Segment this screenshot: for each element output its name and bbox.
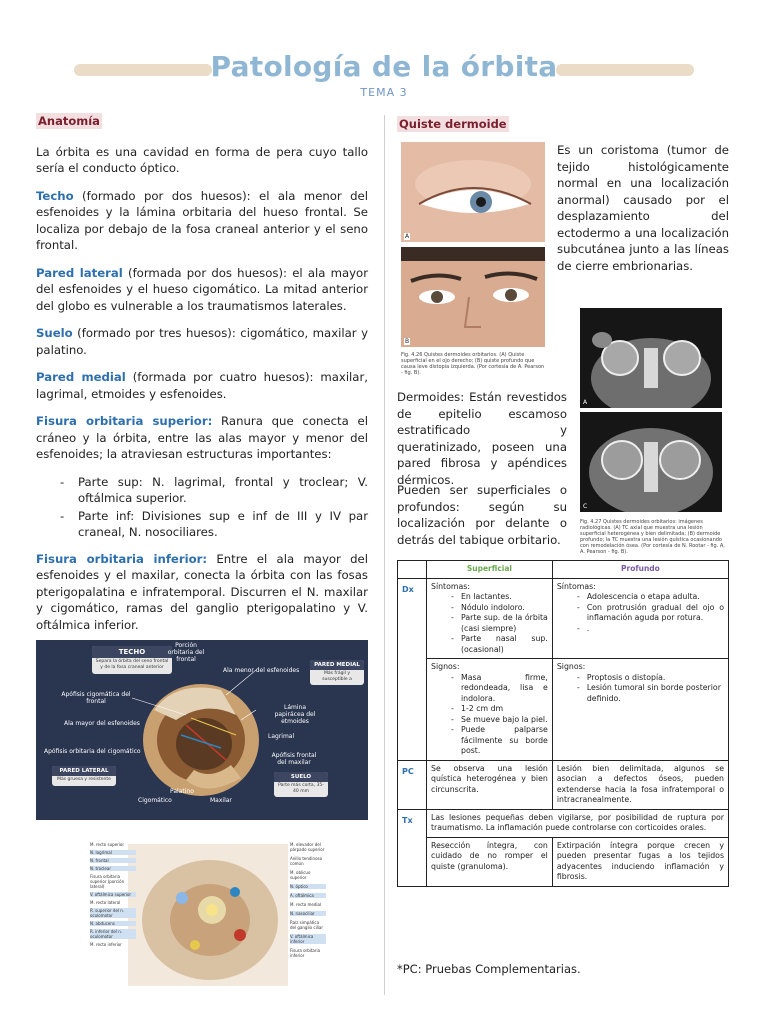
row-header-dx: Dx <box>398 578 427 760</box>
apex-label: N. troclear <box>90 866 136 871</box>
dermoid-comparison-table <box>397 560 729 887</box>
column-divider <box>384 115 385 995</box>
suelo-box-text: Parte más corta, 35-40 mm <box>278 783 324 794</box>
list-item: - Se mueve bajo la piel. <box>451 715 548 726</box>
label-signos: Signos: <box>431 662 460 671</box>
page-title: Patología de la órbita <box>210 50 558 83</box>
label-porcion-orbitaria: Porción orbitaria del frontal <box>167 642 205 663</box>
pared-medial-box <box>310 660 364 685</box>
figure-caption-4-26: Fig. 4.26 Quistes dermoides orbitarios. (A) Quiste superficial en el ojo derecho; (B) quiste profundo que causa leve distopia izquierda. (Por cortesía de A. Pearson - fig. B). <box>401 352 545 376</box>
label-lagrimal: Lagrimal <box>268 733 295 740</box>
fisura-inferior-paragraph <box>36 551 368 634</box>
dermoides-paragraph: Dermoides: Están revestidos de epitelio escamoso estratificado y queratinizado, poseen una pared fibrosa y apéndices dérmicos. <box>397 390 567 487</box>
pared-medial-paragraph <box>36 369 368 402</box>
quiste-description: Es un coristoma (tumor de tejido histológicamente normal en una localización anormal) causado por el desplazamiento del ectodermo a una localización subcutánea junto a las líneas de cierre embrionarias. <box>557 143 729 273</box>
label-sintomas: Síntomas: <box>431 581 470 591</box>
techo-box-title: TECHO <box>92 646 172 658</box>
label-cigomatico: Cigomático <box>138 797 172 804</box>
figure-caption-4-27: Fig. 4.27 Quistes dermoides orbitarios: imágenes radiológicas. (A) TC axial que muestra una lesión superficial heterogénea y bien delimitada; (B) dermoide profundo; la TC muestra una lesión quística ocasionando con remodelación ósea. (Por cortesía de N. Rootar - fig. A, A. Pearson - fig. B). <box>580 519 725 555</box>
apex-label: Anillo tendinoso común <box>290 856 323 866</box>
techo-keyword: Techo <box>36 188 74 203</box>
apex-label: N. lagrimal <box>90 850 136 855</box>
pared-medial-keyword: Pared medial <box>36 370 126 384</box>
dx-superficial-signs <box>427 659 553 761</box>
table-row <box>398 760 729 809</box>
list <box>431 592 548 655</box>
table-row <box>398 809 729 837</box>
label-lamina-papiracea: Lámina papirácea del etmoides <box>274 704 316 725</box>
label-apofisis-frontal: Apófisis frontal del maxilar <box>271 752 317 766</box>
techo-text: (formado por dos huesos): el ala menor del esfenoides y la lámina orbitaria del hueso frontal. Se localiza por debajo de la fosa craneal anterior y el seno frontal. <box>36 188 368 252</box>
list <box>431 673 548 757</box>
list <box>557 673 724 705</box>
pc-profundo: Lesión bien delimitada, algunos se asocian a defectos óseos, pueden extenderse hacia la fosa infratemporal o intracranealmente. <box>552 760 728 809</box>
apex-label: M. recto superior <box>90 842 124 847</box>
pared-lateral-text: (formada por dos huesos): el ala mayor del esfenoides y el hueso cigomático. La mitad anterior del globo es vulnerable a los traumatismos laterales. <box>36 265 368 313</box>
tx-superficial: Resección íntegra, con cuidado de no romper el quiste (granuloma). <box>427 837 553 886</box>
tx-profundo: Extirpación íntegra porque crecen y pueden presentar fugas a los tejidos adyacentes induciendo inflamación y fibrosis. <box>552 837 728 886</box>
ct-axial-illustration-a <box>580 308 722 408</box>
pared-lateral-box-text: Más gruesa y resistente <box>57 777 111 782</box>
ct-scan-a <box>580 308 722 408</box>
table-header-row <box>398 561 729 579</box>
intro-paragraph: La órbita es una cavidad en forma de pera cuyo tallo sería el conducto óptico. <box>36 144 368 175</box>
dx-profundo-signs <box>552 659 728 761</box>
fisura-superior-text: Ranura que conecta el cráneo y la órbita, entre las alas mayor y menor del esfenoides; la atraviesan estructuras importantes: <box>36 414 368 461</box>
ct-scan-b <box>580 412 722 512</box>
list-item: - Con protrusión gradual del ojo o inflamación aguda por rotura. <box>577 603 724 624</box>
orbit-apex-diagram <box>90 840 326 990</box>
dx-profundo-symptoms <box>552 578 728 659</box>
label-ala-menor: Ala menor del esfenoides <box>223 667 300 674</box>
eye-cyst-illustration <box>401 142 545 242</box>
list-item: - Puede palparse fácilmente su borde post. <box>451 725 548 757</box>
apex-label: M. recto inferior <box>90 942 122 947</box>
suelo-box <box>274 772 328 797</box>
label-apofisis-cigomatica: Apófisis cigomática del frontal <box>61 691 131 705</box>
list-item: - Lesión tumoral sin borde posterior definido. <box>577 683 724 704</box>
apex-label: Fisura orbitaria inferior <box>290 948 321 958</box>
eye-photo-b <box>401 247 545 347</box>
fisura-superior-list <box>36 474 368 541</box>
list-item: - Masa firme, redondeada, lisa e indolora. <box>451 673 548 705</box>
face-dystopia-illustration <box>401 247 545 347</box>
suelo-box-title: SUELO <box>274 772 328 782</box>
dx-superficial-symptoms <box>427 578 553 659</box>
section-heading-quiste: Quiste dermoide <box>399 117 507 131</box>
figure-label-b: B <box>405 338 410 345</box>
label-sintomas: Síntomas: <box>556 581 596 591</box>
apex-label: A. oftálmica <box>290 893 326 898</box>
fisura-superior-keyword: Fisura orbitaria superior: <box>36 414 213 428</box>
tx-general: Las lesiones pequeñas deben vigilarse, por posibilidad de ruptura por traumatismo. La inflamación puede controlarse con corticoides orales. <box>427 809 729 837</box>
apex-label: M. oblicuo superior <box>290 870 311 880</box>
label-signos: Signos: <box>556 662 586 671</box>
figure-label-c: C <box>583 503 588 510</box>
apex-label: M. recto medial <box>290 902 322 907</box>
apex-label: Raíz simpática del ganglio ciliar <box>290 920 324 930</box>
figure-label-a-ct: A <box>583 399 588 406</box>
techo-box <box>92 646 172 674</box>
list-item: - Parte sup: N. lagrimal, frontal y troclear; V. oftálmica superior. <box>60 474 368 507</box>
localizacion-paragraph: Pueden ser superficiales o profundos: según su localización por delante o detrás del tabique orbitario. <box>397 483 567 547</box>
apex-label: M. recto lateral <box>90 900 121 905</box>
pared-lateral-box-title: PARED LATERAL <box>52 766 116 776</box>
orbit-anatomy-diagram <box>36 640 368 820</box>
suelo-paragraph <box>36 325 368 358</box>
section-heading-anatomia: Anatomía <box>38 114 100 128</box>
apex-label: Fisura orbitaria superior (porción lateral) <box>90 874 125 889</box>
col-header-profundo: Profundo <box>552 561 728 579</box>
apex-label: N. óptico <box>290 884 326 889</box>
label-apofisis-orbitaria: Apófisis orbitaria del cigomático <box>44 748 141 755</box>
list-item: - Proptosis o distopía. <box>577 673 724 684</box>
pared-medial-box-title: PARED MEDIAL <box>310 660 364 670</box>
left-label-column <box>90 842 136 947</box>
table-row <box>398 578 729 659</box>
apex-label: R. inferior del n. oculomotor <box>90 929 136 939</box>
fisura-inferior-keyword: Fisura orbitaria inferior: <box>36 551 208 566</box>
list-item: - 1-2 cm dm <box>451 704 548 715</box>
label-ala-mayor: Ala mayor del esfenoides <box>64 720 140 727</box>
pared-lateral-box <box>52 766 116 786</box>
row-header-pc: PC <box>398 760 427 809</box>
list-item: - En lactantes. <box>451 592 548 603</box>
pared-medial-text: (formada por cuatro huesos): maxilar, lagrimal, etmoides y esfenoides. <box>36 370 368 401</box>
apex-label: N. frontal <box>90 858 136 863</box>
right-label-column <box>290 842 326 958</box>
footnote: *PC: Pruebas Complementarias. <box>397 962 581 976</box>
fisura-inferior-text: Entre el ala mayor del esfenoides y el maxilar, conecta la órbita con las fosas pterigopalatina e infratemporal. Discurren el N. maxilar y cigomático, ramas del ganglio pterigopalatino y V. oftálmica inferior. <box>36 551 368 632</box>
eye-photo-a <box>401 142 545 242</box>
col-header-superficial: Superficial <box>427 561 553 579</box>
suelo-text: (formado por tres huesos): cigomático, maxilar y palatino. <box>36 326 368 357</box>
pared-lateral-paragraph <box>36 265 368 315</box>
techo-box-text: Separa la órbita del seno frontal y de la fosa craneal anterior <box>95 659 169 670</box>
apex-label: V. oftálmica superior <box>90 892 136 897</box>
pc-superficial: Se observa una lesión quística heterogénea y bien circunscrita. <box>427 760 553 809</box>
figure-label-a: A <box>405 233 410 240</box>
list-item: - . <box>577 624 724 635</box>
table-row <box>398 659 729 761</box>
page-subtitle: TEMA 3 <box>360 86 408 99</box>
label-palatino: Palatino <box>170 788 194 795</box>
list-item: - Parte nasal sup. (ocasional) <box>451 634 548 655</box>
apex-label: N. nasociliar <box>290 911 326 916</box>
table-corner <box>398 561 427 579</box>
apex-label: N. abducens <box>90 921 136 926</box>
apex-label: M. elevador del párpado superior <box>290 842 325 852</box>
fisura-superior-paragraph <box>36 413 368 463</box>
suelo-keyword: Suelo <box>36 326 73 340</box>
list-item: - Parte inf: Divisiones sup e inf de III y IV par craneal, N. nosociliares. <box>60 508 368 541</box>
apex-label: V. oftálmica inferior <box>290 934 326 944</box>
table-row <box>398 837 729 886</box>
apex-label: R. superior del n. oculomotor <box>90 908 136 918</box>
label-maxilar: Maxilar <box>210 797 232 804</box>
techo-paragraph <box>36 188 368 254</box>
row-header-tx: Tx <box>398 809 427 886</box>
ct-axial-illustration-b <box>580 412 722 512</box>
list <box>557 592 724 634</box>
left-column <box>36 113 368 644</box>
list-item: - Parte sup. de la órbita (casi siempre) <box>451 613 548 634</box>
pared-lateral-keyword: Pared lateral <box>36 265 123 280</box>
list-item: - Nódulo indoloro. <box>451 603 548 614</box>
list-item: - Adolescencia o etapa adulta. <box>577 592 724 603</box>
right-heading-wrap <box>397 113 509 132</box>
pared-medial-box-text: Más frágil y susceptible a <box>322 671 352 682</box>
